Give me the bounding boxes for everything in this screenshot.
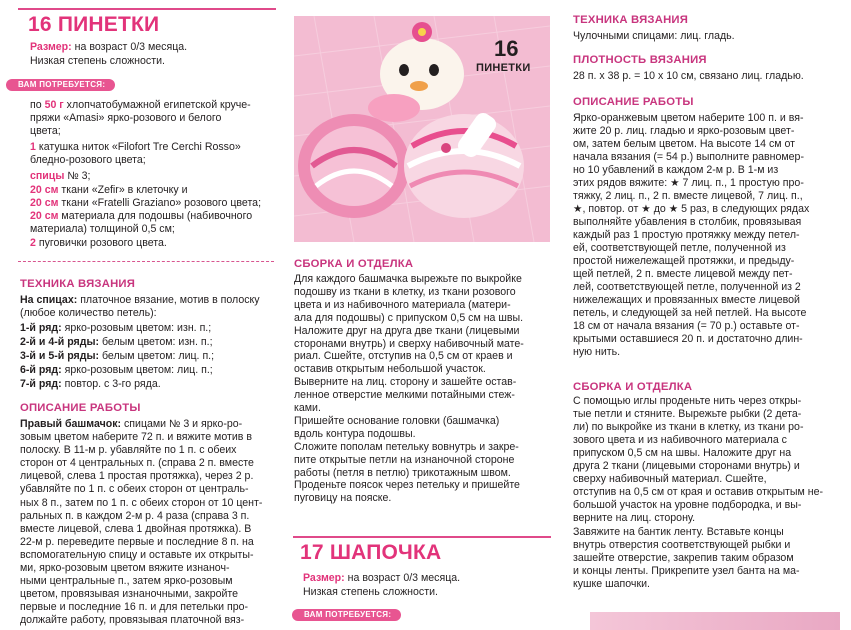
assembly-line: тые петли и стяните. Вырежьте рыбки (2 дета- <box>573 408 802 421</box>
description-line: полоску. В 11-м р. убавляйте по 1 п. с обеих <box>20 444 237 457</box>
difficulty-line: Низкая степень сложности. <box>30 55 165 67</box>
row-instruction: 1-й ряд: ярко-розовым цветом: изн. п.; <box>20 322 212 334</box>
assembly-line: Выверните на лиц. сторону и зашейте остав- <box>294 376 517 389</box>
assembly-line: сверху набивочный материал. Сшейте, <box>573 473 767 486</box>
size-label: Размер: <box>30 41 72 53</box>
assembly-line: ли) по выкройке из ткани в клетку, из ткани ро- <box>573 421 804 434</box>
description-line: лей, соответствующей петле, полученной из 2 <box>573 281 801 293</box>
technique-line: Чулочными спицами: лиц. гладь. <box>573 30 735 42</box>
assembly-line: зашейте отверстие, закрепив таким образом <box>573 551 794 564</box>
description-line: ных 8 п., затем по 1 п. с обеих сторон от 10 цент- <box>20 496 263 509</box>
description-line: простой нижележащей протяжки, и предыду- <box>573 255 795 267</box>
description-line: ными центральные п., затем ярко-розовым <box>20 575 233 588</box>
description-line: убавляйте по 1 п. с обеих сторон от централь- <box>20 483 249 496</box>
material-line: по 50 г хлопчатобумажной египетской круче- <box>30 99 251 111</box>
photo-number: 16 <box>494 36 519 61</box>
description-line: ом, затем белым цветом. На высоте 14 см от <box>573 138 795 150</box>
material-line: спицы № 3; <box>30 170 91 182</box>
description-line: вместе лицевой, слева 1 двойная протяжка). В <box>20 522 252 535</box>
technique-line: (любое количество петель): <box>20 307 157 319</box>
assembly-line: припуском 0,5 см на швы. Наложите друг на <box>573 447 792 460</box>
section-title-16 <box>28 13 159 37</box>
title-number: 17 <box>300 541 324 564</box>
assembly-line: большой участок на уровне подбородка, и вы- <box>573 499 802 512</box>
technique-heading: ТЕХНИКА ВЯЗАНИЯ <box>20 278 136 290</box>
material-line: 20 см ткани «Zefir» в клеточку и <box>30 184 188 196</box>
description-line: ми, ярко-розовым цветом вяжите изнаноч- <box>20 562 230 574</box>
assembly-line: Сложите пополам петельку вовнутрь и закре- <box>294 440 519 453</box>
description-line: нижележащих и провязанных вместе лицевой <box>573 294 800 306</box>
description-line: ей, соответствующей петле, полученной из <box>573 242 786 254</box>
size-line <box>30 41 187 54</box>
description-line: 22-м р. переведите первые и последние 8 п. на <box>20 535 254 548</box>
density-heading: ПЛОТНОСТЬ ВЯЗАНИЯ <box>573 54 707 66</box>
description-line: выполняйте убавления в столбик, провязывая <box>573 216 802 228</box>
assembly-line: сторонами внутрь) и сверху набивочный мате- <box>294 337 524 350</box>
description-line: ★, повтор. от ★ до ★ 5 раз, в следующих рядах <box>573 203 810 215</box>
assembly-line: зового цвета и из набивочного материала с <box>573 434 787 447</box>
section-rule <box>293 536 551 538</box>
description-line: ную нить. <box>573 346 621 358</box>
section-title-17 <box>300 541 441 565</box>
assembly-heading: СБОРКА И ОТДЕЛКА <box>294 258 414 270</box>
top-rule <box>18 8 276 10</box>
assembly-line: ала для подошвы) с припуском 0,5 см на швы. <box>294 311 524 324</box>
material-line: материала) толщиной 0,5 см; <box>30 223 175 235</box>
assembly-line: Наложите друг на друга две ткани (лицевыми <box>294 324 520 337</box>
description-line: но 10 убавлений в каждом 2-м р. В 1-м из <box>573 164 779 176</box>
assembly-line: подошву из ткани в клетку, из ткани розового <box>294 285 516 298</box>
description-line: цветом, провязывая изнаночными, закройте <box>20 588 239 601</box>
material-line: 1 катушка ниток «Filofort Tre Cerchi Rosso» <box>30 141 241 153</box>
description-line: должайте работу, провязывая платочной вяз- <box>20 614 245 627</box>
description-line: ральных п. в каждом 2-м р. 4 раза (справа 3 п. <box>20 509 250 522</box>
assembly-line: Для каждого башмачка вырежьте по выкройке <box>294 273 522 285</box>
description-line: петель, и следующей за ней петлей. На высоте <box>573 307 807 319</box>
description-heading: ОПИСАНИЕ РАБОТЫ <box>573 96 694 108</box>
description-line: 18 см от начала вязания (= 70 р.) оставьте от- <box>573 320 800 332</box>
assembly-line: ками. <box>294 402 321 414</box>
density-line: 28 п. х 38 р. = 10 х 10 см, связано лиц. гладью. <box>573 70 804 82</box>
row-instruction: 6-й ряд: ярко-розовым цветом: лиц. п.; <box>20 364 213 376</box>
description-line: вспомогательную спицу и оставьте их открыты- <box>20 548 254 561</box>
assembly-line: Проденьте поясок через петельку и пришейте <box>294 479 520 492</box>
row-instruction: 2-й и 4-й ряды: белым цветом: изн. п.; <box>20 336 213 348</box>
material-line: 2 пуговички розового цвета. <box>30 237 167 249</box>
material-line: бледно-розового цвета; <box>30 154 146 166</box>
material-line: 20 см материала для подошвы (набивочного <box>30 210 253 222</box>
assembly-line: цвета и из набивочного материала (матери- <box>294 298 511 311</box>
assembly-line: С помощью иглы проденьте нить через откры- <box>573 395 802 407</box>
material-line: 20 см ткани «Fratelli Graziano» розового цвета; <box>30 197 262 209</box>
assembly-line: ленное отверстие мелкими потайными стеж- <box>294 389 515 402</box>
description-line: жите 20 р. лиц. гладью и ярко-розовым цвет- <box>573 125 795 137</box>
title-word: ШАПОЧКА <box>329 541 442 564</box>
size-value: на возраст 0/3 месяца. <box>71 41 188 53</box>
need-pill: ВАМ ПОТРЕБУЕТСЯ: <box>6 79 115 91</box>
hat-photo <box>590 612 840 630</box>
description-line: каждый раз 1 простую протяжку между петел- <box>573 229 800 241</box>
description-line: первые и последние 16 п. и для петельки про- <box>20 601 249 614</box>
technique-line: На спицах: платочное вязание, мотив в полоску <box>20 294 260 306</box>
description-line: зовым цветом наберите 72 п. и вяжите мотив в <box>20 431 252 443</box>
assembly-line: риал. Сшейте, отступив на 0,5 см от краев и <box>294 350 513 363</box>
description-line: щей петлей, 2 п. вместе лицевой между пет- <box>573 268 793 280</box>
assembly-line: друга 2 ткани (лицевыми сторонами внутрь) и <box>573 460 800 473</box>
assembly-line: кушке шапочки. <box>573 577 650 590</box>
description-heading: ОПИСАНИЕ РАБОТЫ <box>20 402 141 414</box>
description-line: тяжку, 2 лиц. п., 2 п. вместе лицевой, 7 лиц. п., <box>573 190 803 202</box>
description-line: этих рядов вяжите: ★ 7 лиц. п., 1 простую про- <box>573 177 804 189</box>
technique-heading: ТЕХНИКА ВЯЗАНИЯ <box>573 14 689 26</box>
description-line: лицевой, слева 1 простая протяжка), через 2 р. <box>20 470 254 483</box>
description-line: Ярко-оранжевым цветом наберите 100 п. и вя- <box>573 112 804 124</box>
assembly-line: и концы ленты. Прикрепите узел банта на ма- <box>573 564 800 577</box>
assembly-line: Пришейте основание головки (башмачка) <box>294 414 500 427</box>
description-line: начала вязания (= 54 р.) выполните равномер- <box>573 151 804 163</box>
description-line: крытыми оставшиеся 20 п. и достаточно длин- <box>573 333 803 345</box>
title-word: ПИНЕТКИ <box>57 13 160 36</box>
assembly-line: оставив открытым небольшой участок. <box>294 363 486 376</box>
divider <box>18 261 274 262</box>
need-pill: ВАМ ПОТРЕБУЕТСЯ: <box>292 609 401 621</box>
row-instruction: 3-й и 5-й ряды: белым цветом: лиц. п.; <box>20 350 215 362</box>
assembly-line: верните на лиц. сторону. <box>573 512 696 525</box>
assembly-line: вдоль контура подошвы. <box>294 427 416 440</box>
material-line: пряжи «Amasi» ярко-розового и белого <box>30 112 222 124</box>
assembly-line: Завяжите на бантик ленту. Вставьте концы <box>573 525 784 538</box>
difficulty-line: Низкая степень сложности. <box>303 586 438 598</box>
photo-caption: ПИНЕТКИ <box>476 62 531 74</box>
assembly-line: пите открытые петли на изнаночной стороне <box>294 453 515 466</box>
assembly-line: работы (петля в петлю) трикотажным швом. <box>294 466 511 479</box>
assembly-line: пуговицу на пояске. <box>294 492 392 505</box>
title-number: 16 <box>28 13 52 36</box>
row-instruction: 7-й ряд: повтор. с 3-го ряда. <box>20 378 161 390</box>
material-line: цвета; <box>30 125 61 137</box>
assembly-heading: СБОРКА И ОТДЕЛКА <box>573 381 693 393</box>
assembly-line: отступив на 0,5 см от края и оставив открытым не- <box>573 486 824 499</box>
size-line: Размер: на возраст 0/3 месяца. <box>303 572 461 584</box>
description-line: сторон от 4 центральных п. (справа 2 п. вместе <box>20 457 254 470</box>
description-line: Правый башмачок: спицами № 3 и ярко-ро- <box>20 418 243 430</box>
assembly-line: внутрь отверстия соответствующей рыбки и <box>573 538 791 551</box>
